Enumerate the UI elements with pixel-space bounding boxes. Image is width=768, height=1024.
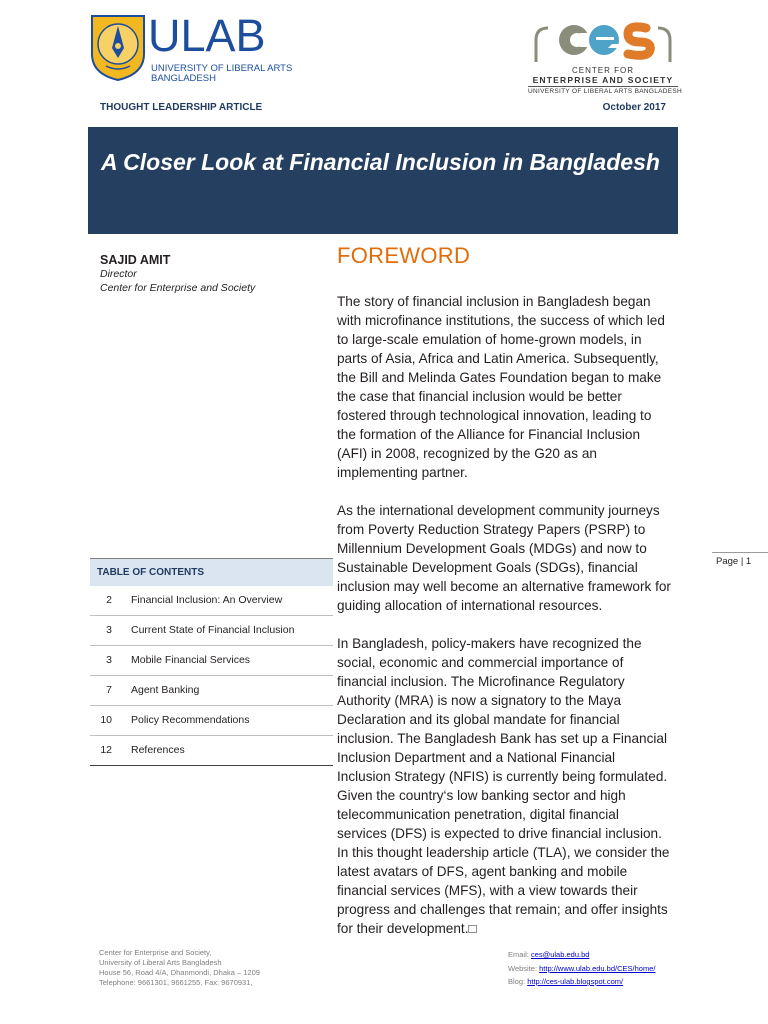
toc-item[interactable] (90, 646, 333, 676)
toc-page-number: 12 (100, 744, 112, 756)
toc-item-label: Agent Banking (131, 684, 200, 696)
footer-address-line: House 56, Road 4/A, Dhanmondi, Dhaka – 1209 (99, 968, 260, 977)
toc-item-label: References (131, 744, 185, 756)
toc-item-label: Mobile Financial Services (131, 654, 251, 666)
toc-item[interactable] (90, 676, 333, 706)
page-marker-rule (712, 552, 768, 553)
ces-logo-line3: UNIVERSITY OF LIBERAL ARTS BANGLADESH (528, 88, 683, 95)
ces-logo-line2: ENTERPRISE AND SOCIETY (532, 75, 674, 85)
toc-page-number: 3 (106, 624, 112, 636)
toc-item[interactable] (90, 736, 333, 766)
foreword-body (337, 292, 672, 957)
footer-email-label: Email: (508, 950, 529, 959)
toc-item-label: Financial Inclusion: An Overview (131, 594, 283, 606)
footer-address (99, 948, 260, 988)
page-number: Page | 1 (716, 556, 752, 567)
footer-website-row (508, 962, 655, 976)
footer-address-line: Center for Enterprise and Society, (99, 948, 212, 957)
foreword-paragraph: The story of financial inclusion in Bangladesh began with microfinance institutions, the success of which led to large-scale emulation of home-grown models, in parts of Asia, Africa and Latin America. Subsequently, the Bill and Melinda Gates Foundation began to make the case that financial inclusion would be better fostered through technological innovation, leading to the formation of the Alliance for Financial Inclusion (AFI) in 2008, recognized by the G20 as an implementing partner. (337, 294, 665, 480)
footer-website-link[interactable]: http://www.ulab.edu.bd/CES/home/ (539, 963, 656, 973)
ces-logo-line1: CENTER FOR (572, 66, 634, 75)
toc-item[interactable] (90, 616, 333, 646)
toc-item-label: Policy Recommendations (131, 714, 250, 726)
foreword-heading: FOREWORD (337, 243, 471, 268)
author-role: Director (100, 268, 137, 280)
ces-logo (528, 14, 683, 95)
footer-blog-link[interactable]: http://ces-ulab.blogspot.com/ (527, 977, 624, 986)
foreword-paragraph: As the international development community journeys from Poverty Reduction Strategy Papers (PSRP) to Millennium Development Goals (MDGs) and now to Sustainable Development Goals (SDGs), financial inclusion may well become an alternative framework for guiding allocation of international resources. (337, 503, 671, 613)
ulab-shield-icon (90, 14, 146, 82)
author-organization: Center for Enterprise and Society (100, 282, 256, 294)
footer-blog-label: Blog: (508, 977, 526, 986)
ulab-subtitle-line2: BANGLADESH (151, 73, 216, 84)
table-of-contents (90, 558, 333, 766)
article-date: October 2017 (602, 102, 666, 113)
toc-item-label: Current State of Financial Inclusion (131, 624, 295, 636)
article-type-label: THOUGHT LEADERSHIP ARTICLE (100, 102, 263, 113)
ulab-subtitle-line1: UNIVERSITY OF LIBERAL ARTS (151, 63, 293, 74)
footer-email-row (508, 948, 655, 962)
toc-page-number: 2 (106, 594, 112, 606)
toc-page-number: 3 (106, 654, 112, 666)
ces-logo-divider (528, 86, 678, 87)
footer-website-label: Website: (508, 963, 538, 973)
article-title: A Closer Look at Financial Inclusion in Bangladesh (101, 149, 660, 175)
toc-page-number: 10 (100, 714, 112, 726)
footer-address-line: Telephone: 9661301, 9661255, Fax: 9670931, (99, 978, 253, 987)
ces-logo-mark (528, 14, 678, 66)
toc-page-number: 7 (106, 684, 112, 696)
ulab-logo (90, 10, 293, 84)
foreword-paragraph: In Bangladesh, policy-makers have recognized the social, economic and commercial importance of financial inclusion. The Microfinance Regulatory Authority (MRA) is now a signatory to the Maya Declaration and its global mandate for financial inclusion. The Bangladesh Bank has set up a Financial Inclusion Department and a National Financial Inclusion Strategy (NFIS) is currently being formulated. Given the country‘s low banking sector and high telecommunication penetration, digital financial services (DFS) is expected to drive financial inclusion. In this thought leadership article (TLA), we consider the latest avatars of DFS, agent banking and mobile financial services (MFS), with a view towards their progress and challenges that remain; and offer insights for their development.□ (337, 636, 670, 936)
footer-email-link[interactable]: ces@ulab.edu.bd (530, 950, 590, 959)
footer-blog-row (508, 975, 655, 989)
toc-header: TABLE OF CONTENTS (90, 558, 333, 586)
ulab-wordmark: ULAB (148, 10, 266, 61)
toc-item[interactable] (90, 586, 333, 616)
footer-contacts (508, 948, 655, 989)
toc-item[interactable] (90, 706, 333, 736)
author-name: SAJID AMIT (100, 253, 171, 267)
title-band (88, 127, 678, 234)
footer-address-line: University of Liberal Arts Bangladesh (99, 958, 222, 967)
